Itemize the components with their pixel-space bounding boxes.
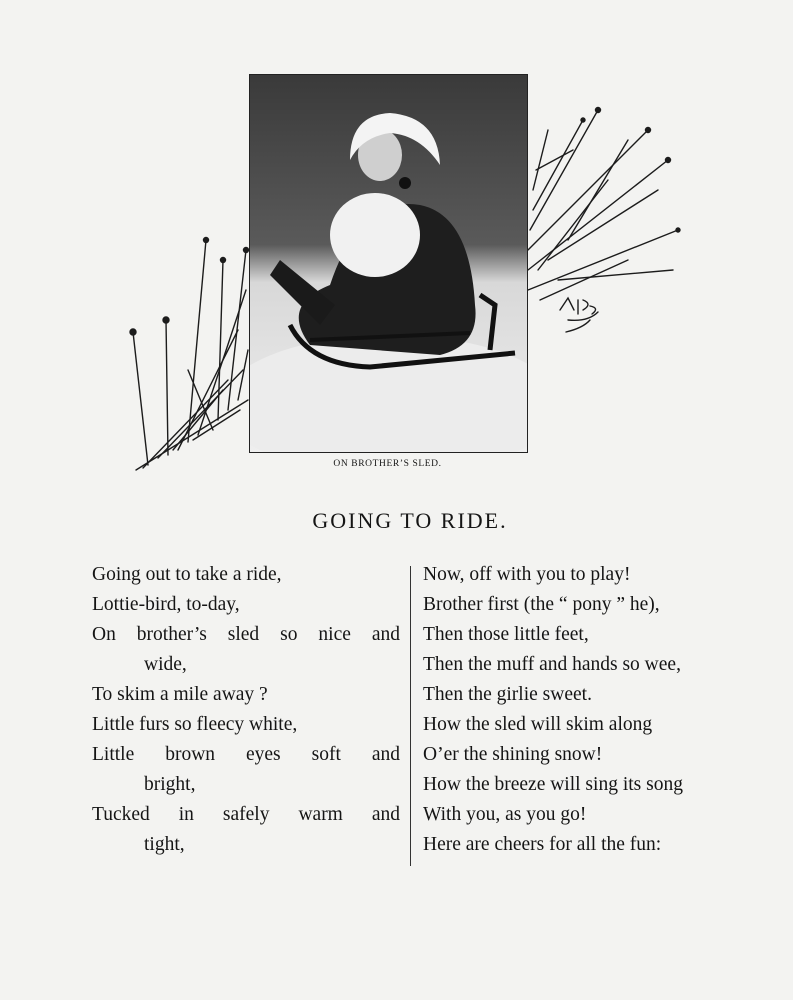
sled-photo <box>249 74 528 453</box>
poem-line: bright, <box>144 774 196 795</box>
poem-line: Then those little feet, <box>423 624 589 645</box>
poem-line: Lottie-bird, to-day, <box>92 594 240 615</box>
poem-line: With you, as you go! <box>423 804 587 825</box>
column-divider <box>410 566 411 866</box>
poem-line: wide, <box>144 654 187 675</box>
poem-right-column <box>423 560 733 860</box>
poem-line: O’er the shining snow! <box>423 744 603 765</box>
illustration-caption: ON BROTHER’S SLED. <box>333 459 442 469</box>
poem-line: Then the muff and hands so wee, <box>423 654 681 675</box>
poem-line: To skim a mile away ? <box>92 684 268 705</box>
poem-line: Little furs so fleecy white, <box>92 714 298 735</box>
poem-left-column <box>92 560 400 860</box>
poem-line: How the sled will skim along <box>423 714 653 735</box>
poem-title: GOING TO RIDE. <box>312 508 508 533</box>
poem-line: Going out to take a ride, <box>92 564 282 585</box>
poem-line: Brother first (the “ pony ” he), <box>423 594 660 615</box>
poem-line: Tucked in safely warm and <box>92 804 400 825</box>
poem-line: Here are cheers for all the fun: <box>423 834 662 855</box>
poem-line: Little brown eyes soft and <box>92 744 400 765</box>
poem-line: Now, off with you to play! <box>423 564 631 585</box>
poem-line: Then the girlie sweet. <box>423 684 592 705</box>
poem-line: tight, <box>144 834 185 855</box>
poem-line: How the breeze will sing its song <box>423 774 683 795</box>
poem-line: On brother’s sled so nice and <box>92 624 400 645</box>
